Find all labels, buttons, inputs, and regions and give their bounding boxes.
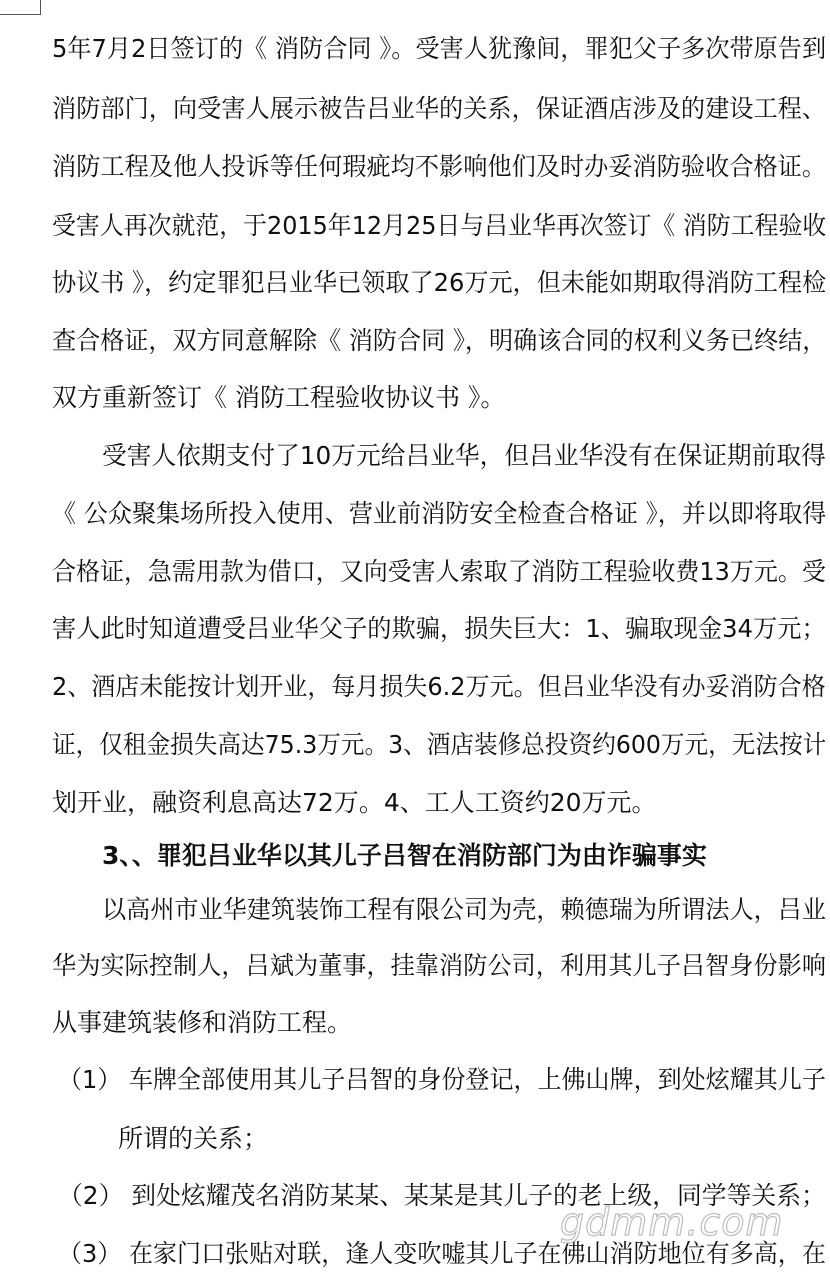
- text-line-14: 划开业，融资利息高达72万。4、工人工资约20万元。: [52, 788, 657, 817]
- text-line-4: 受害人再次就范，于2015年12月25日与吕业华再次签订《 消防工程验收: [52, 211, 827, 240]
- text-line-18: 从事建筑装修和消防工程。: [52, 1008, 353, 1037]
- paragraph-start-line: 以高州市业华建筑装饰工程有限公司为壳，赖德瑞为所谓法人，吕业: [102, 895, 826, 924]
- text-line-6: 查合格证，双方同意解除《 消防合同 》，明确该合同的权利义务已终结，: [52, 326, 827, 355]
- text-line-2: 消防部门，向受害人展示被告吕业华的关系，保证酒店涉及的建设工程、: [52, 94, 827, 123]
- text-line-17: 华为实际控制人，吕斌为董事，挂靠消防公司，利用其儿子吕智身份影响: [52, 951, 827, 980]
- list-item-3: （3） 在家门口张贴对联，逢人变吹嘘其儿子在佛山消防地位有多高，在: [58, 1239, 826, 1268]
- text-line-7: 双方重新签订《 消防工程验收协议书 》。: [52, 383, 506, 412]
- section-heading: 3、、罪犯吕业华以其儿子吕智在消防部门为由诈骗事实: [102, 841, 707, 870]
- list-item-1: （1） 车牌全部使用其儿子吕智的身份登记，上佛山牌，到处炫耀其儿子: [58, 1065, 826, 1094]
- text-line-13: 证，仅租金损失高达75.3万元。3、酒店装修总投资约600万元，无法按计: [52, 730, 827, 759]
- text-line-3: 消防工程及他人投诉等任何瑕疵均不影响他们及时办妥消防验收合格证。: [52, 152, 827, 181]
- watermark-logo: gdmm.com: [560, 1200, 784, 1244]
- text-line-5: 协议书 》，约定罪犯吕业华已领取了26万元，但未能如期取得消防工程检: [52, 268, 827, 297]
- text-line-1: 5年7月2日签订的《 消防合同 》。受害人犹豫间，罪犯父子多次带原告到: [52, 34, 827, 63]
- text-line-11: 害人此时知道遭受吕业华父子的欺骗，损失巨大：1、骗取现金34万元；: [52, 614, 826, 643]
- text-line-12: 2、酒店未能按计划开业，每月损失6.2万元。但吕业华没有办妥消防合格: [52, 672, 826, 701]
- paragraph-start-line: 受害人依期支付了10万元给吕业华，但吕业华没有在保证期前取得: [102, 441, 826, 470]
- list-item-2: （2） 到处炫耀茂名消防某某、某某是其儿子的老上级，同学等关系；: [58, 1181, 826, 1210]
- text-line-9: 《 公众聚集场所投入使用、营业前消防安全检查合格证 》，并以即将取得: [52, 499, 827, 528]
- list-item-1-continuation: 所谓的关系；: [118, 1124, 269, 1153]
- text-line-10: 合格证，急需用款为借口，又向受害人索取了消防工程验收费13万元。受: [52, 557, 826, 586]
